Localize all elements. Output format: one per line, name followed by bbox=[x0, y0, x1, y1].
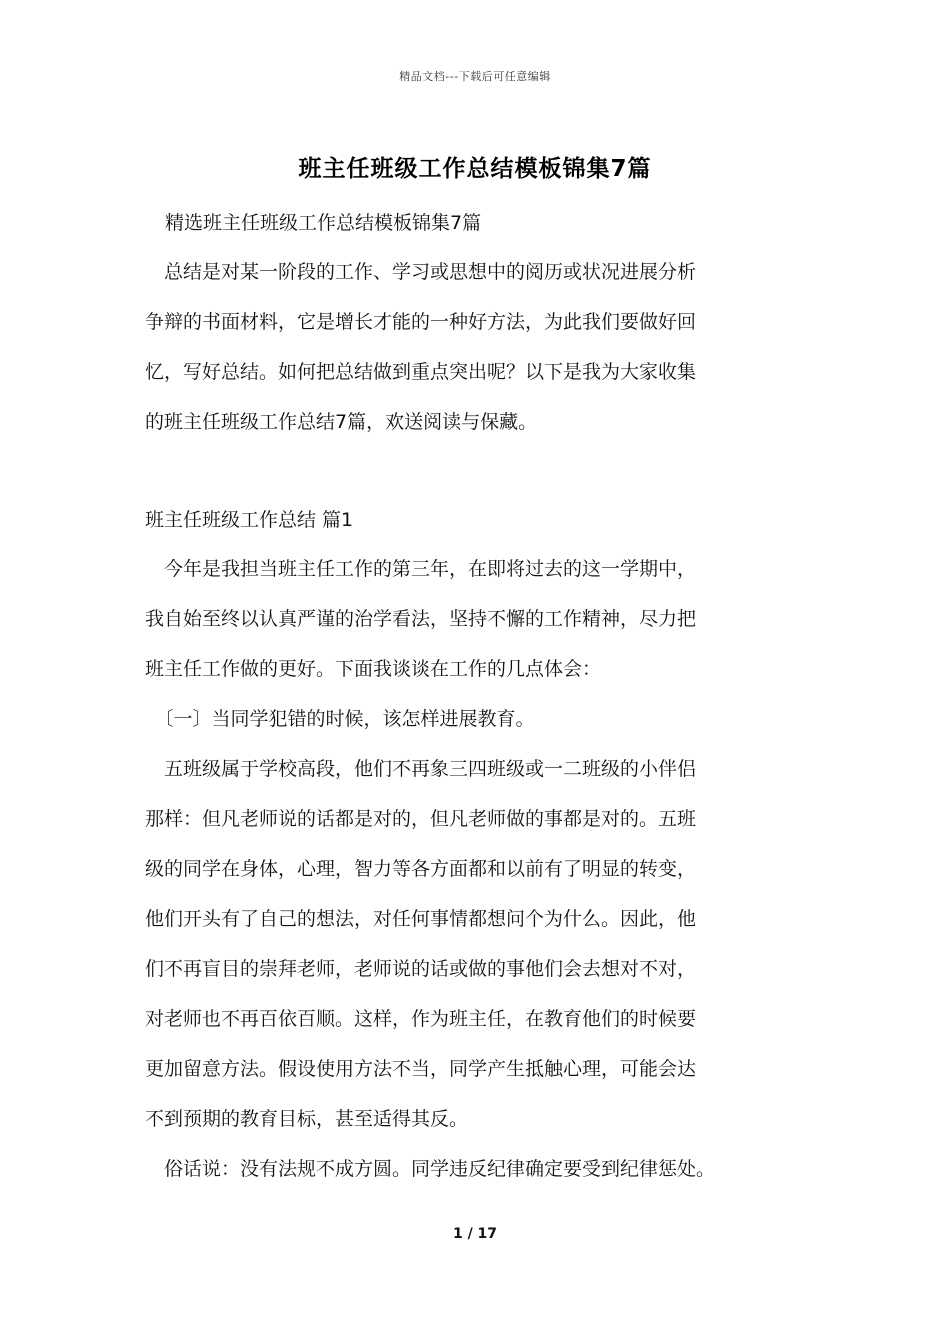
header-note: 精品文档---下载后可任意编辑 bbox=[399, 70, 551, 83]
document-subtitle: 精选班主任班级工作总结模板锦集7篇 bbox=[165, 212, 482, 234]
intro-paragraph bbox=[145, 247, 825, 447]
body-line: 〔一〕当同学犯错的时候，该怎样进展教育。 bbox=[145, 708, 535, 730]
intro-line: 争辩的书面材料，它是增长才能的一种好方法，为此我们要做好回 bbox=[145, 311, 697, 333]
intro-line: 忆，写好总结。如何把总结做到重点突出呢？以下是我为大家收集 bbox=[145, 361, 697, 383]
body-line: 我自始至终以认真严谨的治学看法，坚持不懈的工作精神，尽力把 bbox=[145, 608, 697, 630]
body-line: 级的同学在身体，心理，智力等各方面都和以前有了明显的转变， bbox=[145, 858, 697, 880]
body-line: 班主任工作做的更好。下面我谈谈在工作的几点体会： bbox=[145, 658, 602, 680]
document-title: 班主任班级工作总结模板锦集7篇 bbox=[298, 156, 652, 182]
intro-line: 总结是对某一阶段的工作、学习或思想中的阅历或状况进展分析 bbox=[145, 261, 697, 283]
intro-line: 的班主任班级工作总结7篇，欢送阅读与保藏。 bbox=[145, 411, 538, 433]
body-line: 不到预期的教育目标，甚至适得其反。 bbox=[145, 1108, 469, 1130]
body-line: 那样：但凡老师说的话都是对的，但凡老师做的事都是对的。五班 bbox=[145, 808, 697, 830]
section-heading: 班主任班级工作总结 篇1 bbox=[145, 509, 354, 531]
body-line: 更加留意方法。假设使用方法不当，同学产生抵触心理，可能会达 bbox=[145, 1058, 697, 1080]
page-number: 1 / 17 bbox=[452, 1226, 498, 1242]
body-line: 他们开头有了自己的想法，对任何事情都想问个为什么。因此，他 bbox=[145, 908, 697, 930]
body-line: 们不再盲目的崇拜老师，老师说的话或做的事他们会去想对不对， bbox=[145, 958, 697, 980]
body-line: 俗话说：没有法规不成方圆。同学违反纪律确定要受到纪律惩处。 bbox=[145, 1158, 716, 1180]
body-line: 今年是我担当班主任工作的第三年，在即将过去的这一学期中， bbox=[145, 558, 697, 580]
body-text bbox=[145, 544, 825, 1194]
body-line: 五班级属于学校高段，他们不再象三四班级或一二班级的小伴侣 bbox=[145, 758, 697, 780]
body-line: 对老师也不再百依百顺。这样，作为班主任，在教育他们的时候要 bbox=[145, 1008, 697, 1030]
